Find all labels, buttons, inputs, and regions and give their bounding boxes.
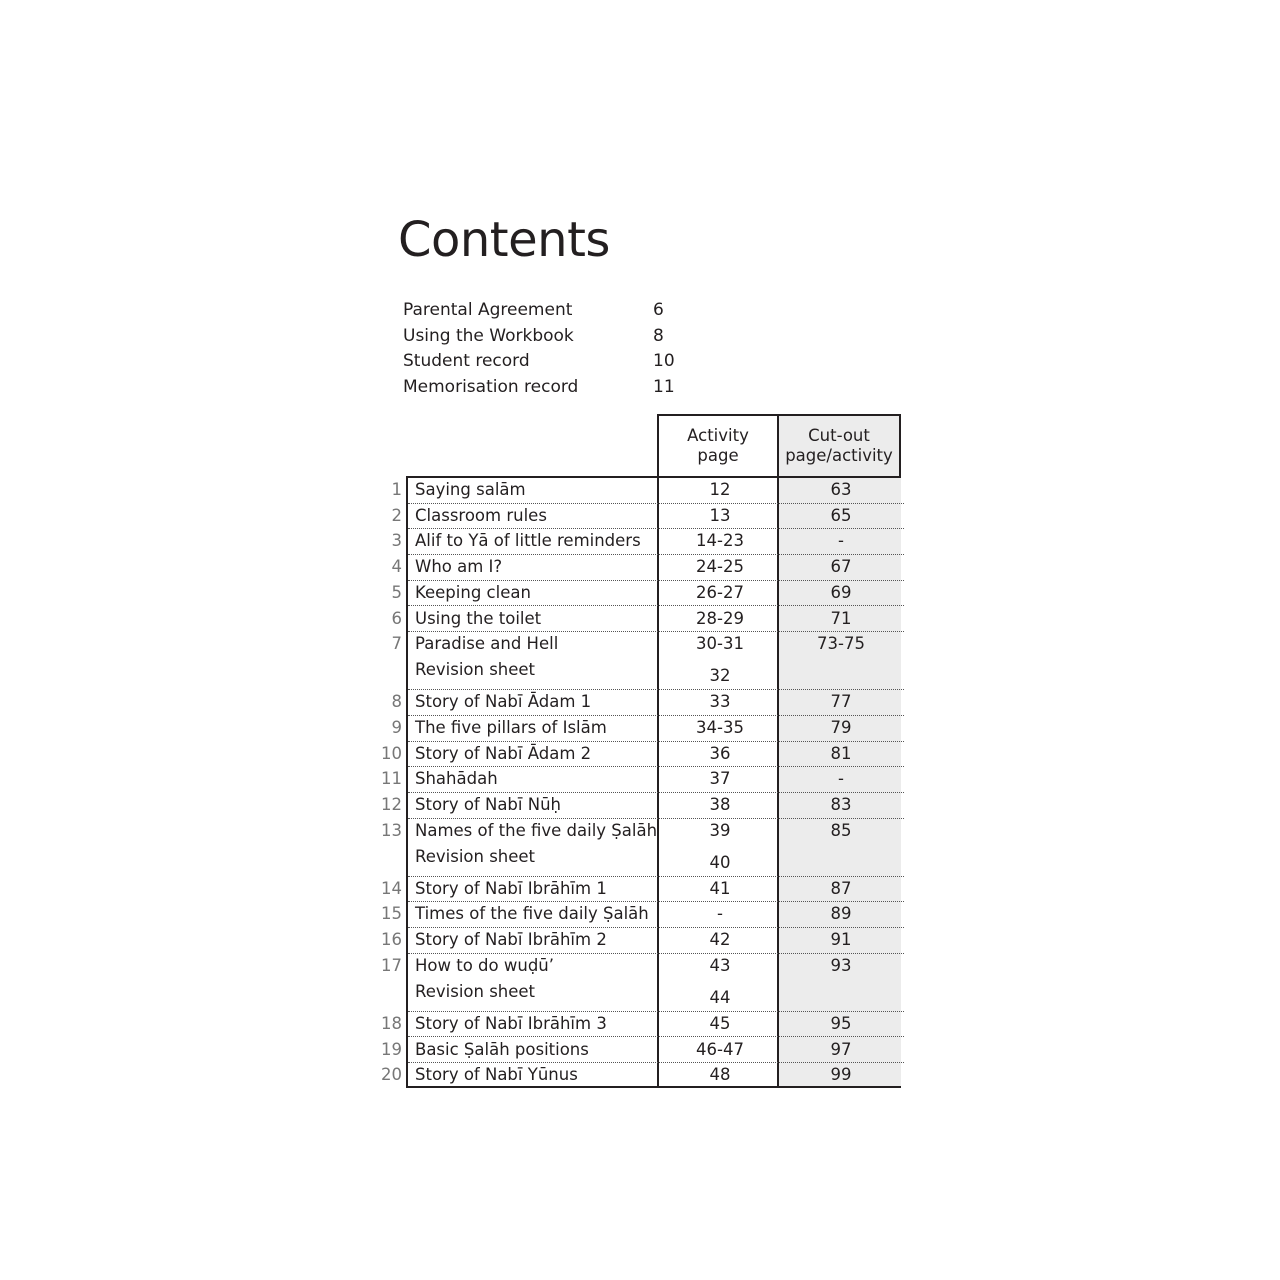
row-topic-secondary: Revision sheet (415, 660, 536, 680)
row-cutout-page: 91 (830, 930, 852, 950)
row-topic: Keeping clean (415, 582, 531, 602)
row-activity-page-secondary: 32 (709, 666, 731, 686)
row-topic: Story of Nabī Ādam 1 (415, 692, 592, 712)
row-activity-page: 33 (709, 692, 731, 712)
row-topic: Who am I? (415, 557, 503, 577)
row-number: 13 (381, 820, 402, 840)
row-topic: Story of Nabī Ibrāhīm 1 (415, 878, 607, 898)
table-row (380, 1063, 904, 1089)
intro-item (403, 349, 703, 375)
row-topic: Paradise and Hell (415, 634, 559, 654)
activity-header-line: page (697, 446, 739, 465)
row-topic: Story of Nabī Nūḥ (415, 795, 561, 814)
row-activity-page: 45 (709, 1013, 731, 1033)
row-number: 7 (391, 634, 402, 654)
table-row (380, 902, 904, 928)
row-activity-page: 37 (709, 769, 731, 789)
row-cutout-page: 63 (830, 480, 852, 499)
row-activity-page: 13 (709, 505, 731, 525)
intro-item (403, 324, 703, 350)
table-row (380, 1012, 904, 1038)
table-row (380, 632, 904, 690)
row-topic: Story of Nabī Ādam 2 (415, 743, 592, 763)
row-cutout-page: - (838, 531, 844, 551)
table-row (380, 928, 904, 954)
row-number: 12 (381, 795, 402, 814)
intro-item-page: 11 (653, 376, 675, 397)
row-number: 9 (391, 717, 402, 737)
intro-item-page: 8 (653, 325, 664, 346)
row-activity-page: 43 (709, 955, 731, 975)
row-activity-page: 48 (709, 1065, 731, 1085)
row-cutout-page: 99 (830, 1065, 852, 1085)
table-row (380, 716, 904, 742)
table-row (380, 742, 904, 768)
row-number: 10 (381, 743, 402, 763)
row-cutout-page: 85 (830, 820, 852, 840)
cutout-header-line: Cut-out (808, 426, 870, 445)
intro-item-label: Student record (403, 351, 530, 371)
row-number: 6 (391, 608, 402, 628)
row-cutout-page: 93 (830, 955, 852, 975)
table-row (380, 478, 904, 504)
table-row (380, 690, 904, 716)
row-activity-page: 14-23 (696, 531, 744, 551)
activity-page-header (657, 414, 777, 476)
table-row (380, 793, 904, 819)
table-row (380, 581, 904, 607)
row-topic: Shahādah (415, 769, 498, 789)
cutout-header-line: page/activity (785, 446, 893, 465)
row-number: 16 (381, 930, 402, 950)
intro-item-label: Memorisation record (403, 376, 579, 397)
row-cutout-page: 71 (830, 608, 852, 628)
table-row (380, 954, 904, 1012)
row-activity-page: 28-29 (696, 608, 744, 628)
row-topic: Story of Nabī Ibrāhīm 2 (415, 930, 607, 950)
contents-grid (381, 476, 901, 1088)
row-activity-page: 30-31 (696, 634, 744, 654)
row-cutout-page: 65 (830, 505, 852, 525)
row-topic-secondary: Revision sheet (415, 846, 536, 866)
row-topic: Story of Nabī Yūnus (415, 1065, 578, 1085)
row-number: 15 (381, 904, 402, 924)
activity-header-line: Activity (687, 426, 749, 445)
table-row (380, 819, 904, 877)
row-number: 19 (381, 1039, 402, 1059)
row-activity-page: 46-47 (696, 1039, 744, 1059)
row-activity-page: 34-35 (696, 717, 744, 737)
row-topic: Basic Ṣalāh positions (415, 1039, 589, 1059)
row-topic: Alif to Yā of little reminders (415, 531, 641, 551)
row-number: 8 (391, 692, 402, 712)
row-topic: Classroom rules (415, 505, 547, 525)
row-activity-page-secondary: 44 (709, 987, 731, 1007)
row-number: 5 (391, 582, 402, 602)
row-topic: Names of the five daily Ṣalāh (415, 820, 658, 840)
row-activity-page: 38 (709, 795, 731, 814)
table-row (380, 555, 904, 581)
row-cutout-page: 89 (830, 904, 852, 924)
cutout-page-header (777, 414, 901, 476)
table-row (380, 504, 904, 530)
row-cutout-page: 69 (830, 582, 852, 602)
table-row (380, 1038, 904, 1064)
row-number: 2 (391, 505, 402, 525)
page-title: Contents (398, 212, 610, 268)
table-row (380, 607, 904, 633)
row-cutout-page: 83 (830, 795, 852, 814)
row-number: 4 (391, 557, 402, 577)
table-row (380, 767, 904, 793)
row-topic: The five pillars of Islām (415, 717, 607, 737)
row-cutout-page: 77 (830, 692, 852, 712)
row-cutout-page: 79 (830, 717, 852, 737)
row-cutout-page: 81 (830, 743, 852, 763)
intro-item-page: 10 (653, 351, 675, 371)
row-number: 14 (381, 878, 402, 898)
row-cutout-page: - (838, 769, 844, 789)
row-cutout-page: 67 (830, 557, 852, 577)
row-topic: Using the toilet (415, 608, 542, 628)
row-number: 1 (391, 480, 402, 499)
row-topic: Story of Nabī Ibrāhīm 3 (415, 1013, 607, 1033)
row-cutout-page: 87 (830, 878, 852, 898)
row-activity-page: 41 (709, 878, 731, 898)
intro-item-page: 6 (653, 300, 664, 320)
row-activity-page: 42 (709, 930, 731, 950)
intro-item (403, 375, 703, 401)
table-row (380, 529, 904, 555)
row-topic: How to do wuḍū’ (415, 955, 554, 975)
row-activity-page-secondary: 40 (709, 852, 731, 872)
row-number: 11 (381, 769, 402, 789)
row-cutout-page: 97 (830, 1039, 852, 1059)
intro-list (403, 298, 703, 400)
row-number: 20 (381, 1065, 402, 1085)
contents-table (378, 414, 902, 1088)
intro-item (403, 298, 703, 324)
row-number: 18 (381, 1013, 402, 1033)
row-activity-page: 39 (709, 820, 731, 840)
row-cutout-page: 95 (830, 1013, 852, 1033)
row-activity-page: 26-27 (696, 582, 744, 602)
row-activity-page: 12 (709, 480, 731, 499)
row-activity-page: 36 (709, 743, 731, 763)
table-row (380, 877, 904, 903)
row-number: 3 (391, 531, 402, 551)
row-number: 17 (381, 955, 402, 975)
row-topic: Times of the five daily Ṣalāh (415, 904, 649, 924)
row-topic: Saying salām (415, 480, 526, 499)
row-topic-secondary: Revision sheet (415, 981, 536, 1001)
row-cutout-page: 73-75 (817, 634, 865, 654)
intro-item-label: Using the Workbook (403, 325, 574, 346)
row-activity-page: - (717, 904, 723, 924)
intro-item-label: Parental Agreement (403, 300, 573, 320)
row-activity-page: 24-25 (696, 557, 744, 577)
